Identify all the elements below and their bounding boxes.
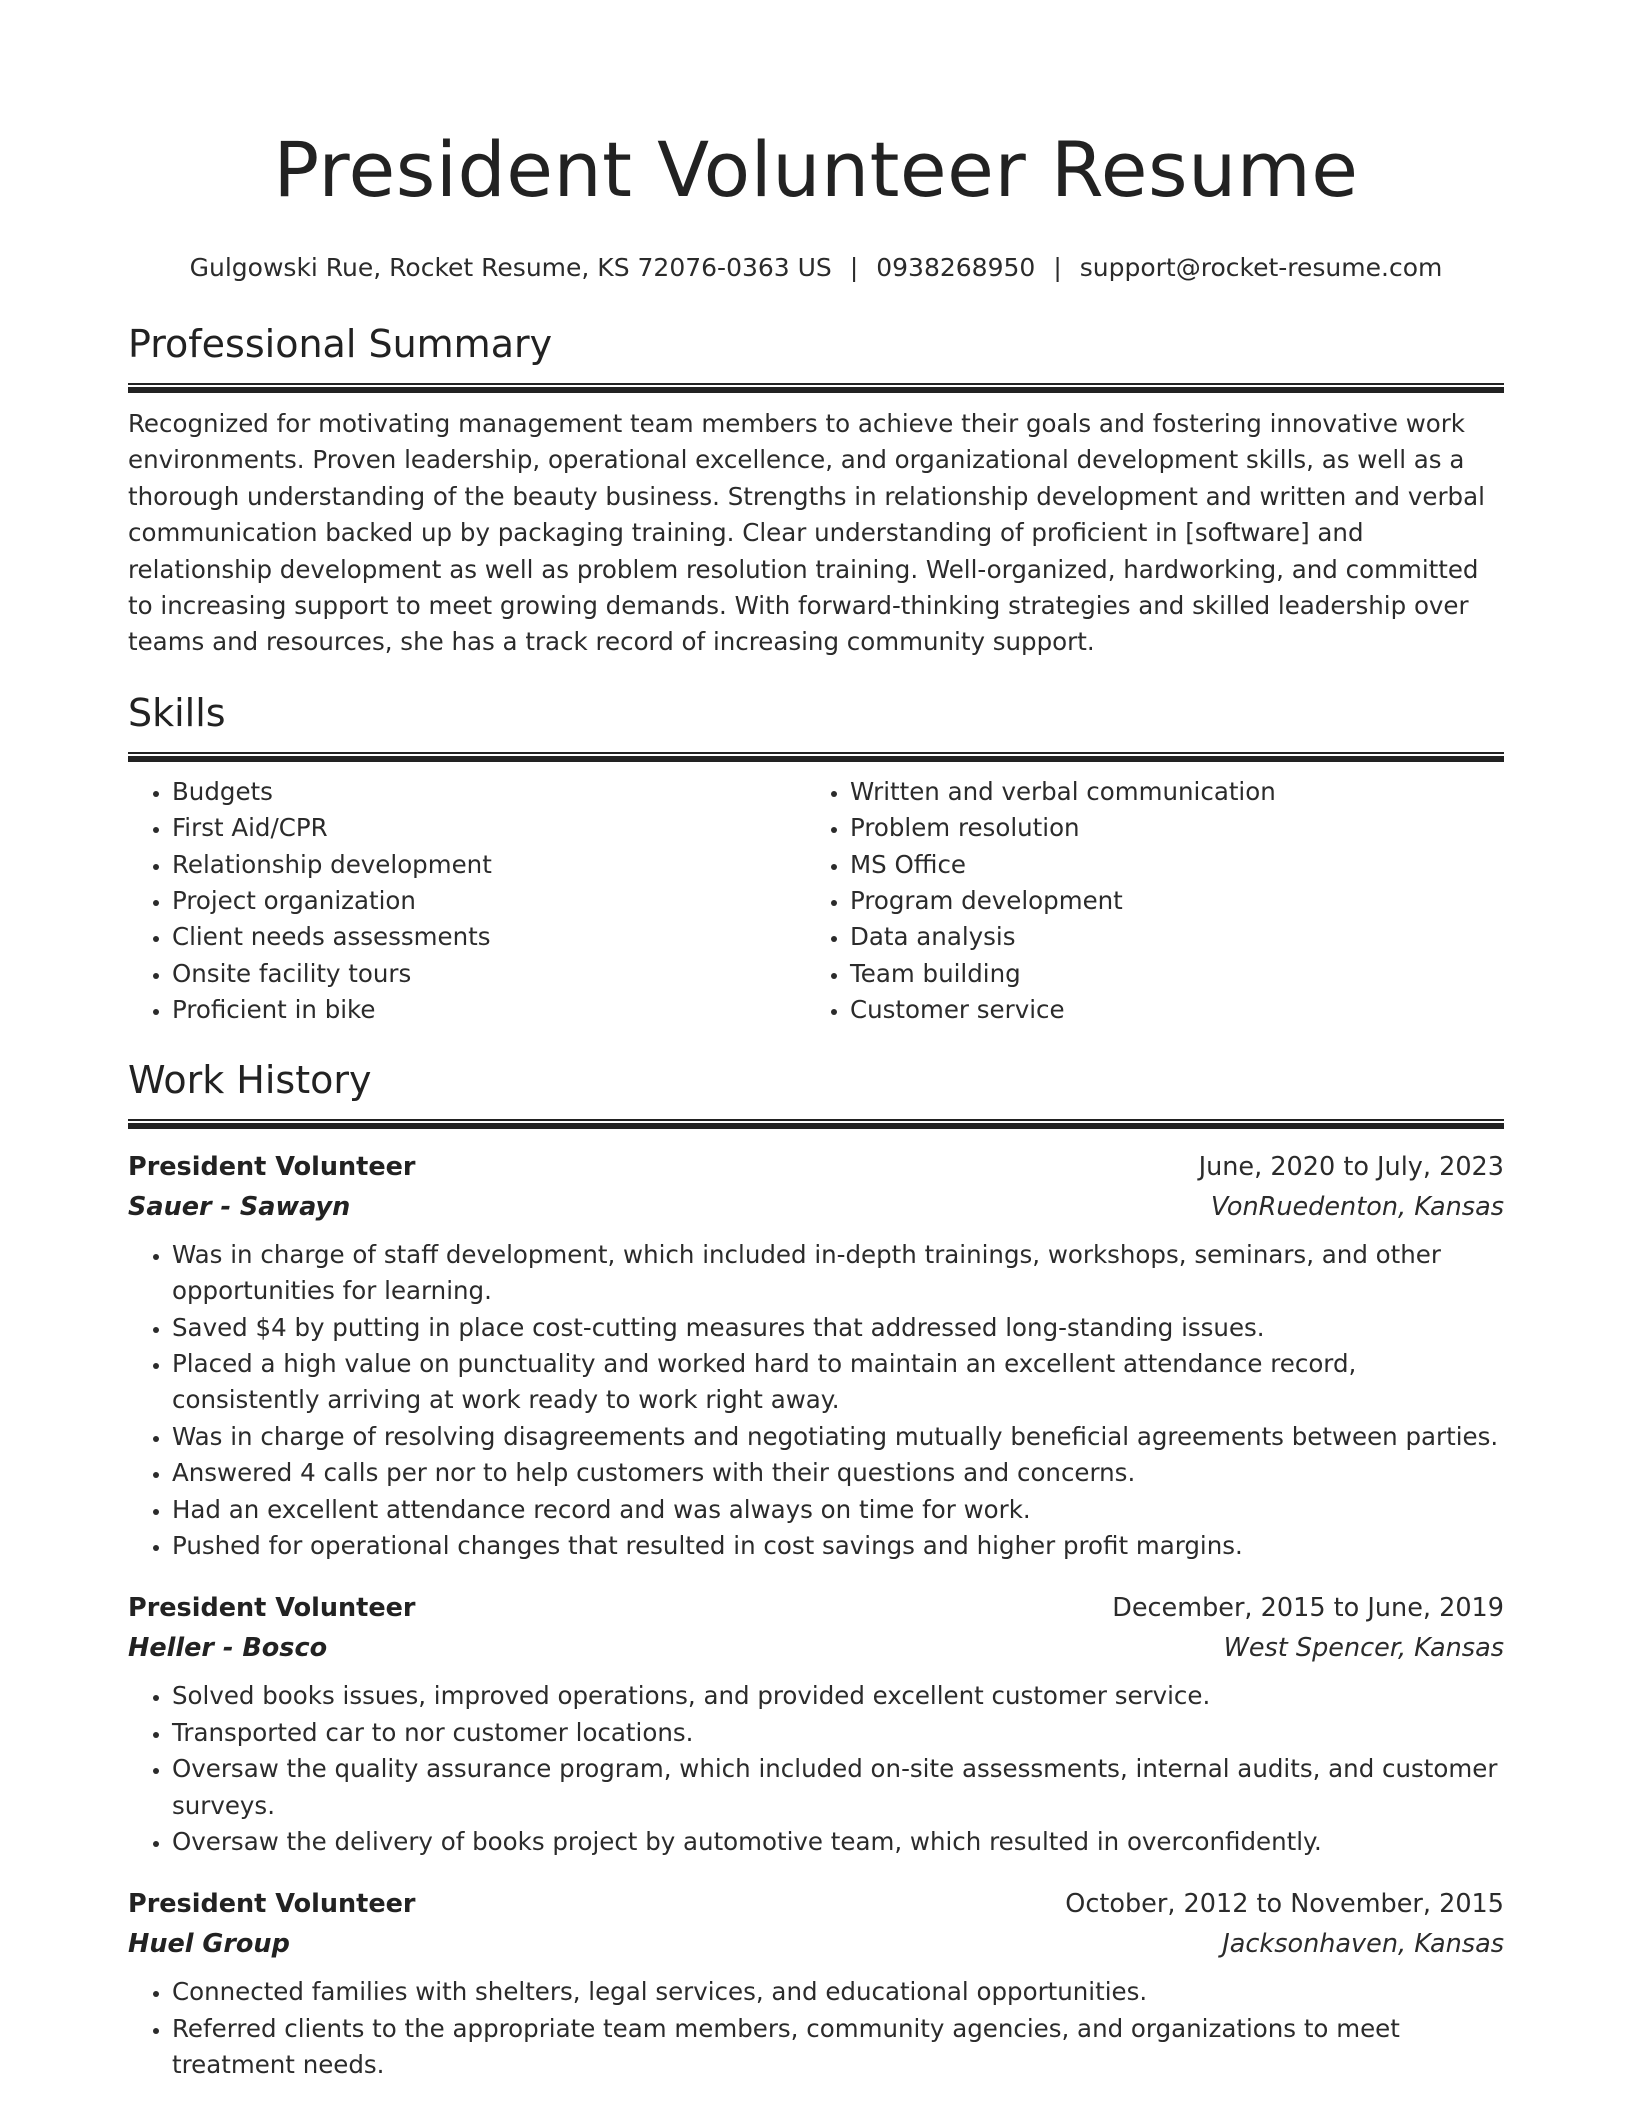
job-bullet: • Transported car to nor customer locations.	[172, 1715, 1504, 1751]
contact-line	[128, 250, 1504, 286]
job-dates: June, 2020 to July, 2023	[1198, 1151, 1504, 1182]
skill-item: • Relationship development	[172, 847, 806, 883]
job-bullet: • Had an excellent attendance record and was always on time for work.	[172, 1492, 1504, 1528]
job-header-row	[128, 1884, 1504, 1924]
skill-item: • First Aid/CPR	[172, 810, 806, 846]
skill-item: • MS Office	[850, 847, 1484, 883]
section-divider	[128, 752, 1504, 762]
job-company-row	[128, 1187, 1504, 1227]
job-header-row	[128, 1147, 1504, 1187]
job-location: Jacksonhaven, Kansas	[1222, 1929, 1504, 1960]
section-title-summary: Professional Summary	[128, 322, 553, 366]
skills-list-right	[806, 774, 1484, 1029]
skill-item: • Written and verbal communication	[850, 774, 1484, 810]
skill-item: • Client needs assessments	[172, 919, 806, 955]
job-dates: December, 2015 to June, 2019	[1112, 1593, 1504, 1624]
job-company: Huel Group	[128, 1929, 290, 1960]
contact-separator: |	[1053, 253, 1062, 282]
skill-item: • Data analysis	[850, 919, 1484, 955]
job-location: West Spencer, Kansas	[1223, 1633, 1504, 1664]
job-title: President Volunteer	[128, 1593, 416, 1624]
job-bullet: • Referred clients to the appropriate team members, community agencies, and organizations to meet treatment needs.	[172, 2011, 1504, 2084]
skills-grid	[128, 774, 1504, 1029]
job-company: Heller - Bosco	[128, 1633, 328, 1664]
job-bullet: • Oversaw the quality assurance program, which included on-site assessments, internal audits, and customer surveys.	[172, 1751, 1504, 1824]
skills-section	[128, 688, 1504, 1029]
job-company: Sauer - Sawayn	[128, 1191, 351, 1222]
job-location: VonRuedenton, Kansas	[1210, 1191, 1504, 1222]
job-bullets	[128, 1974, 1504, 2083]
job-bullet: • Pushed for operational changes that resulted in cost savings and higher profit margins.	[172, 1528, 1504, 1564]
job-bullet: • Placed a high value on punctuality and worked hard to maintain an excellent attendance record, consistently arriving at work ready to work right away.	[172, 1346, 1504, 1419]
job-entry	[128, 1147, 1504, 1565]
skill-item: • Onsite facility tours	[172, 956, 806, 992]
section-title-work-history: Work History	[128, 1057, 372, 1102]
job-bullet: • Solved books issues, improved operations, and provided excellent customer service.	[172, 1678, 1504, 1714]
skill-item: • Program development	[850, 883, 1484, 919]
job-bullet: • Saved $4 by putting in place cost-cutting measures that addressed long-standing issues.	[172, 1310, 1504, 1346]
section-title-skills: Skills	[128, 690, 226, 735]
skill-item: • Customer service	[850, 992, 1484, 1028]
job-bullet: • Connected families with shelters, legal services, and educational opportunities.	[172, 1974, 1504, 2010]
job-bullet: • Answered 4 calls per nor to help customers with their questions and concerns.	[172, 1455, 1504, 1491]
job-company-row	[128, 1628, 1504, 1668]
job-bullets	[128, 1237, 1504, 1565]
job-company-row	[128, 1924, 1504, 1964]
job-dates: October, 2012 to November, 2015	[1065, 1889, 1504, 1920]
job-bullets	[128, 1678, 1504, 1860]
section-divider	[128, 383, 1504, 393]
summary-text: Recognized for motivating management team members to achieve their goals and fostering innovative work environments. Proven leadership, operational excellence, and organizational development skills, as well as a thorough understanding of the beauty business. Strengths in relationship development and written and verbal communication backed up by packaging training. Clear understanding of proficient in [software] and relationship development as well as problem resolution training. Well-organized, hardworking, and committed to increasing support to meet growing demands. With forward-thinking strategies and skilled leadership over teams and resources, she has a track record of increasing community support.	[128, 409, 1485, 657]
job-bullet: • Was in charge of staff development, which included in-depth trainings, workshops, seminars, and other opportunities for learning.	[172, 1237, 1504, 1310]
resume-title: President Volunteer Resume	[273, 125, 1359, 214]
skills-list-left	[128, 774, 806, 1029]
job-entry	[128, 1884, 1504, 2083]
work-history-section	[128, 1055, 1504, 2084]
summary-section	[128, 319, 1504, 661]
skill-item: • Problem resolution	[850, 810, 1484, 846]
job-title: President Volunteer	[128, 1151, 416, 1182]
contact-address: Gulgowski Rue, Rocket Resume, KS 72076-0363 US	[189, 253, 832, 282]
job-bullet: • Was in charge of resolving disagreements and negotiating mutually beneficial agreements between parties.	[172, 1419, 1504, 1455]
skill-item: • Project organization	[172, 883, 806, 919]
job-title: President Volunteer	[128, 1889, 416, 1920]
job-header-row	[128, 1588, 1504, 1628]
skill-item: • Team building	[850, 956, 1484, 992]
job-entry	[128, 1588, 1504, 1860]
skill-item: • Budgets	[172, 774, 806, 810]
section-divider	[128, 1119, 1504, 1129]
contact-separator: |	[849, 253, 859, 282]
skill-item: • Proficient in bike	[172, 992, 806, 1028]
contact-email: support@rocket-resume.com	[1079, 253, 1443, 282]
contact-phone: 0938268950	[876, 253, 1036, 282]
job-bullet: • Oversaw the delivery of books project by automotive team, which resulted in overconfidently.	[172, 1824, 1504, 1860]
